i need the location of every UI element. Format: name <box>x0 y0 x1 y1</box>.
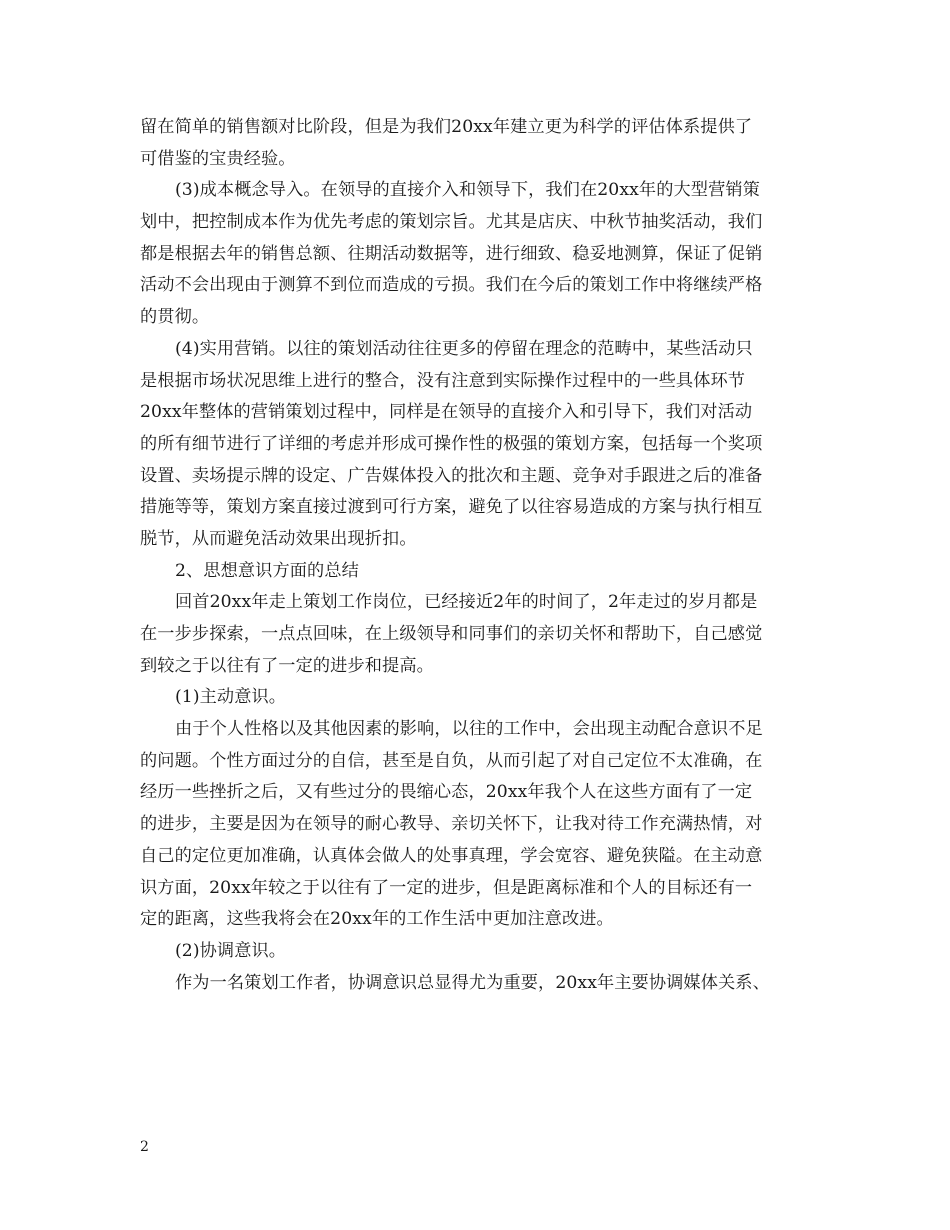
text-line: (4)实用营销。以往的策划活动往往更多的停留在理念的范畴中，某些活动只 <box>175 338 753 359</box>
text-line: 的贯彻。 <box>140 307 210 328</box>
document-body <box>140 112 815 999</box>
text-line: 的所有细节进行了详细的考虑并形成可操作性的极强的策划方案，包括每一个奖项 <box>140 433 763 454</box>
text-line: 脱节，从而避免活动效果出现折扣。 <box>140 528 417 549</box>
text-line: 2、思想意识方面的总结 <box>175 560 359 581</box>
text-line: 定的距离，这些我将会在20xx年的工作生活中更加注意改进。 <box>140 909 614 930</box>
text-line: 的问题。个性方面过分的自信，甚至是自负，从而引起了对自己定位不太准确，在 <box>140 750 763 771</box>
text-line: 的进步，主要是因为在领导的耐心教导、亲切关怀下，让我对待工作充满热情，对 <box>140 814 763 835</box>
text-line: (2)协调意识。 <box>175 940 287 961</box>
text-line: 活动不会出现由于测算不到位而造成的亏损。我们在今后的策划工作中将继续严格 <box>140 275 763 296</box>
text-line: 划中，把控制成本作为优先考虑的策划宗旨。尤其是店庆、中秋节抽奖活动，我们 <box>140 212 763 233</box>
text-line: (3)成本概念导入。在领导的直接介入和领导下，我们在20xx年的大型营销策 <box>175 180 760 201</box>
text-line: 留在简单的销售额对比阶段，但是为我们20xx年建立更为科学的评估体系提供了 <box>140 117 753 137</box>
text-line: 在一步步探索，一点点回味，在上级领导和同事们的亲切关怀和帮助下，自己感觉 <box>140 624 763 644</box>
text-line: 经历一些挫折之后，又有些过分的畏缩心态，20xx年我个人在这些方面有了一定 <box>140 782 753 803</box>
text-line: 到较之于以往有了一定的进步和提高。 <box>140 655 434 676</box>
text-line: 措施等等，策划方案直接过渡到可行方案，避免了以往容易造成的方案与执行相互 <box>140 497 763 518</box>
text-line: 作为一名策划工作者，协调意识总显得尤为重要，20xx年主要协调媒体关系、 <box>175 972 770 993</box>
text-line: 设置、卖场提示牌的设定、广告媒体投入的批次和主题、竞争对手跟进之后的准备 <box>140 465 763 486</box>
text-line: 自己的定位更加准确，认真体会做人的处事真理，学会宽容、避免狭隘。在主动意 <box>140 845 763 866</box>
text-line: 都是根据去年的销售总额、往期活动数据等，进行细致、稳妥地测算，保证了促销 <box>140 243 763 264</box>
text-line: (1)主动意识。 <box>175 687 287 708</box>
text-line: 回首20xx年走上策划工作岗位，已经接近2年的时间了，2年走过的岁月都是 <box>175 592 758 613</box>
text-line: 20xx年整体的营销策划过程中，同样是在领导的直接介入和引导下，我们对活动 <box>140 402 753 423</box>
page-number: 2 <box>140 1139 149 1155</box>
text-line: 可借鉴的宝贵经验。 <box>140 148 296 169</box>
text-line: 由于个人性格以及其他因素的影响，以往的工作中，会出现主动配合意识不足 <box>175 719 763 740</box>
text-line: 是根据市场状况思维上进行的整合，没有注意到实际操作过程中的一些具体环节 <box>140 370 746 391</box>
text-line: 识方面，20xx年较之于以往有了一定的进步，但是距离标准和个人的目标还有一 <box>140 877 753 898</box>
